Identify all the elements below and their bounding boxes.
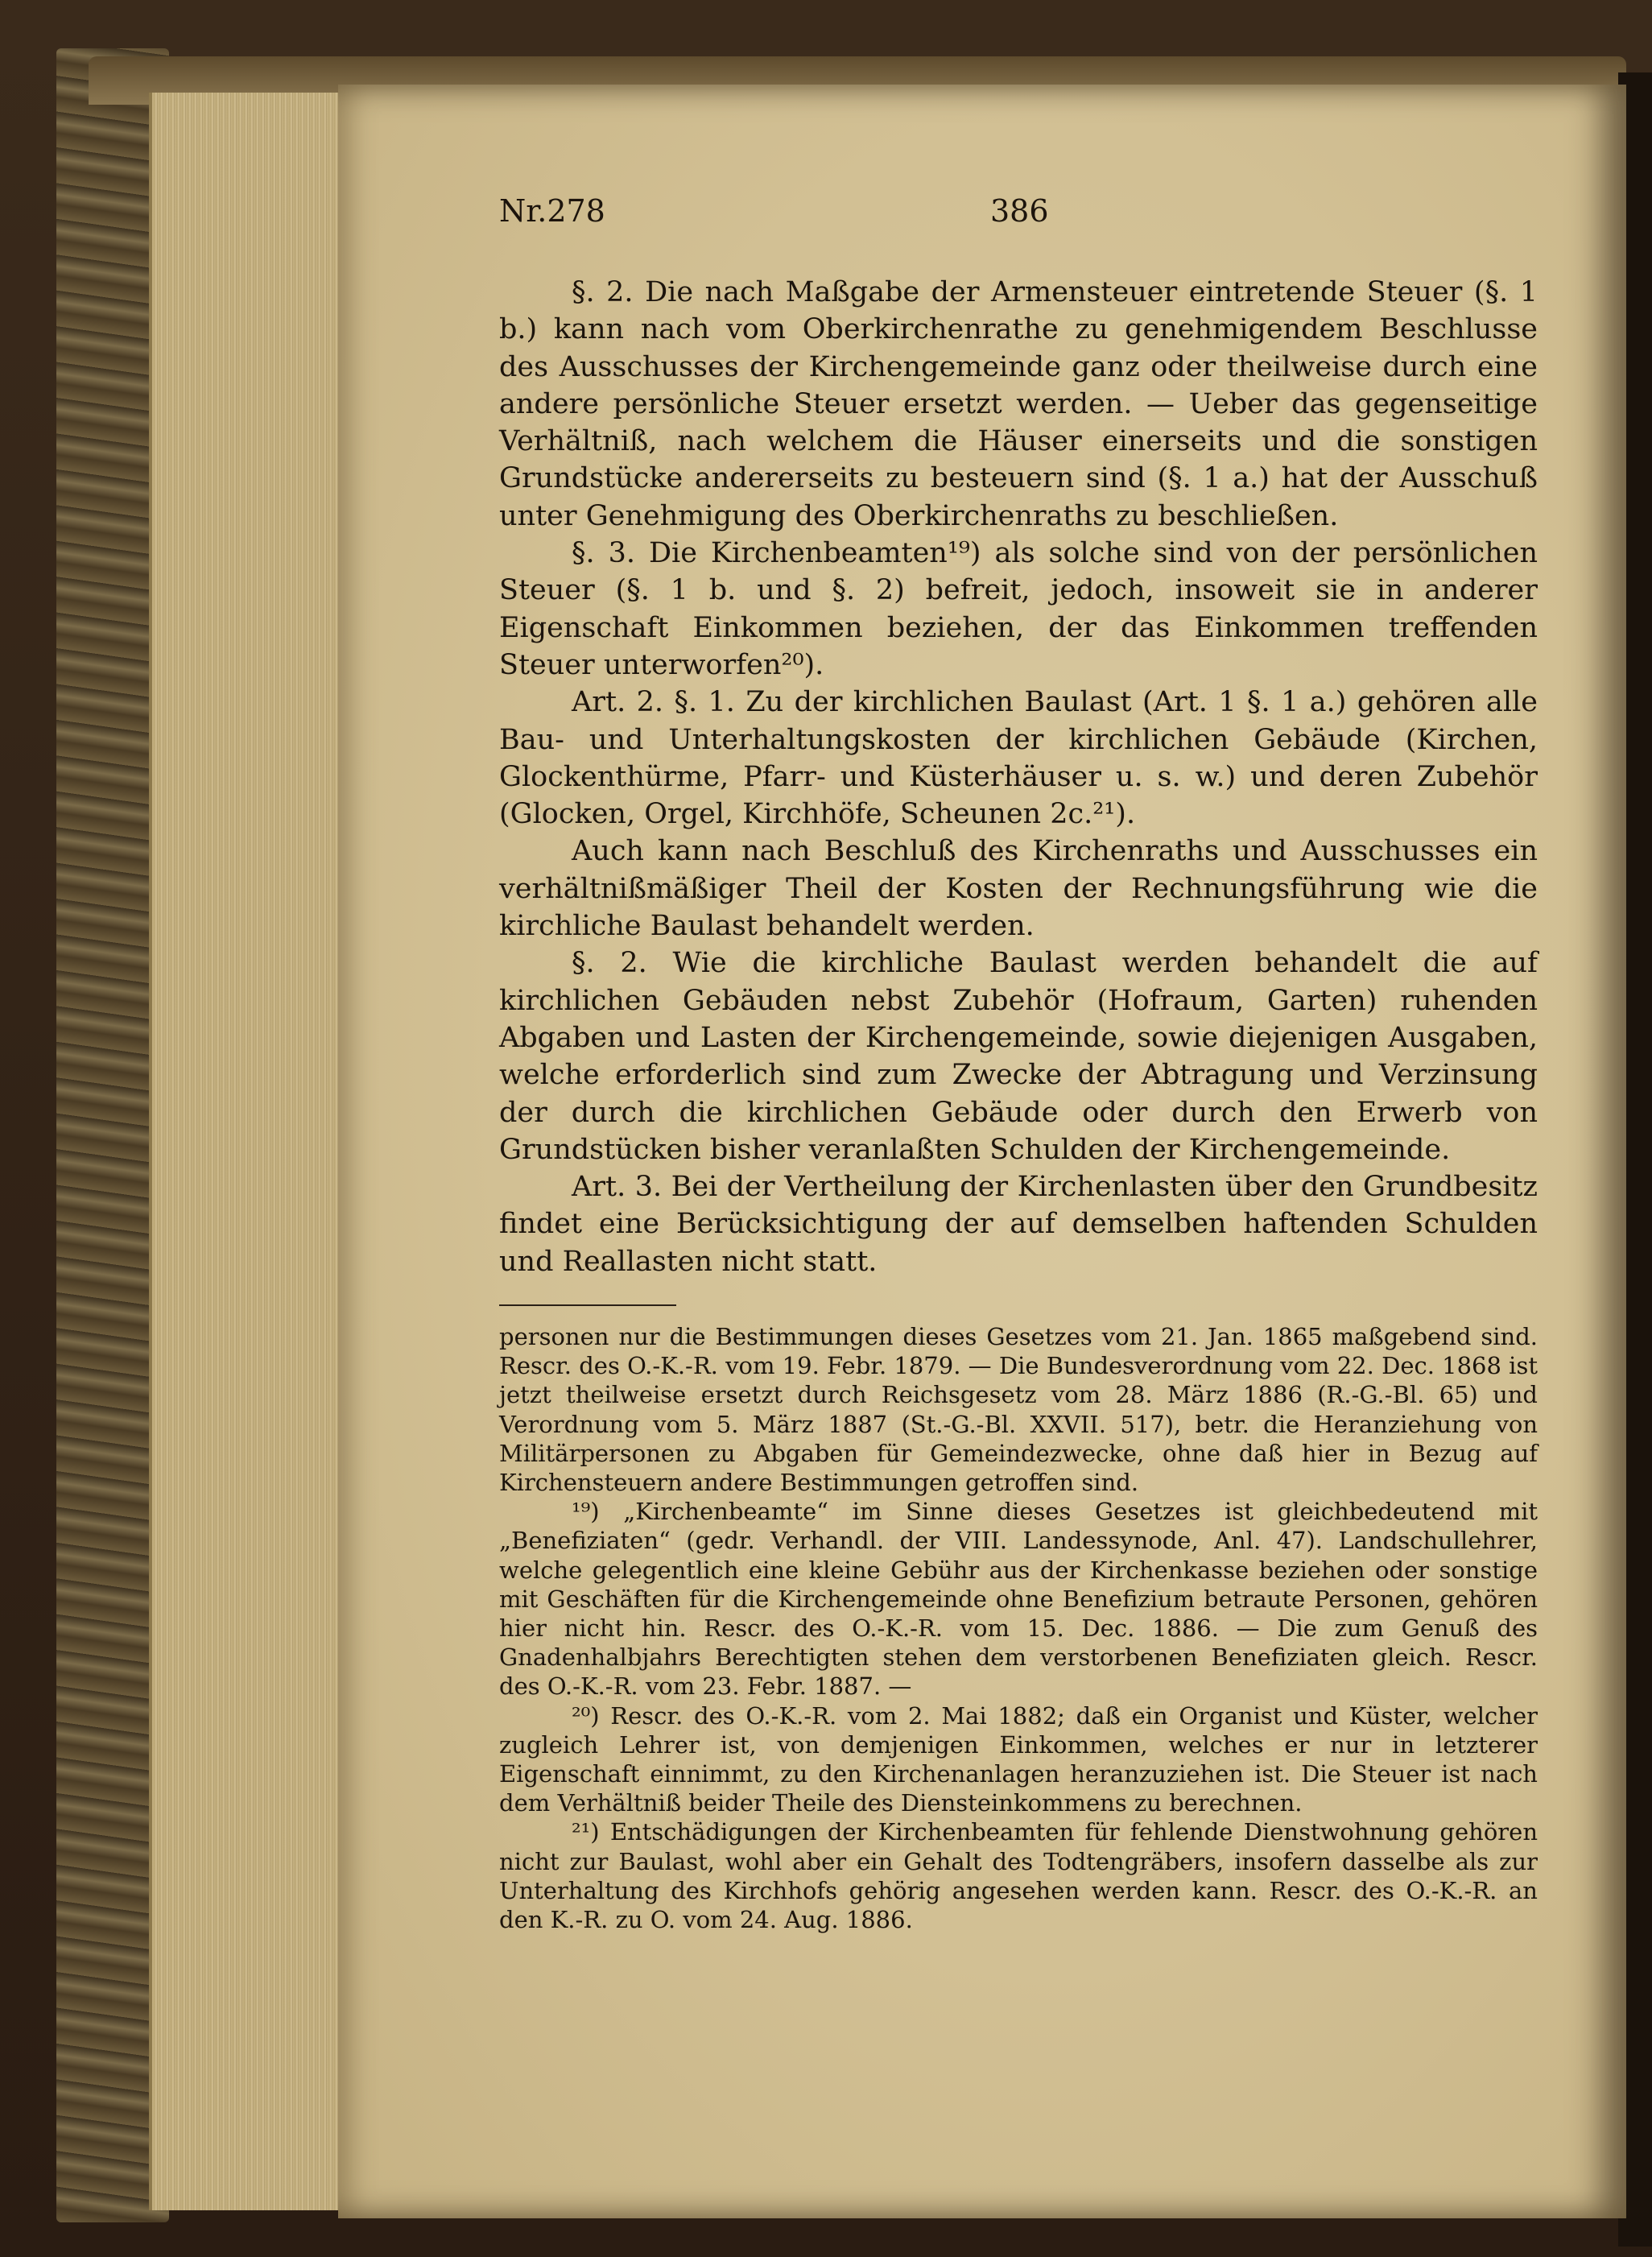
footnote-19: ¹⁹) „Kirchenbeamte“ im Sinne dieses Gesetzes ist gleichbedeutend mit „Benefiziaten“ (gedr. Verhandl. der VIII. Landessynode, Anl. 47). Landschullehrer, welche gelegentlich eine kleine Gebühr aus der Kirchenkasse beziehen oder sonstige mit Geschäften für die Kirchengemeinde ohne Benefizium betraute Personen, gehören hier nicht hin. Rescr. des O.-K.-R. vom 15. Dec. 1886. — Die zum Genuß des Gnadenhalbjahrs Berechtigten stehen dem verstorbenen Benefiziaten gleich. Rescr. des O.-K.-R. vom 23. Febr. 1887. — [499,1498,1538,1701]
paragraph: Art. 3. Bei der Vertheilung der Kirchenlasten über den Grundbesitz findet eine Berücksichtigung der auf demselben haftenden Schulden und Reallasten nicht statt. [499,1171,1538,1278]
page-number: 386 [990,193,1049,229]
footnote-divider [499,1304,676,1306]
footnote-21: ²¹) Entschädigungen der Kirchenbeamten für fehlende Dienstwohnung gehören nicht zur Baulast, wohl aber ein Gehalt des Todtengräbers, insofern dasselbe als zur Unterhaltung des Kirchhofs gehörig angesehen werden kann. Rescr. des O.-K.-R. an den K.-R. zu O. vom 24. Aug. 1886. [499,1818,1538,1934]
paragraph: Auch kann nach Beschluß des Kirchenraths und Ausschusses ein verhältnißmäßiger Theil der Kosten der Rechnungsführung wie die kirchliche Baulast behandelt werden. [499,835,1538,943]
entry-number: Nr.278 [499,193,605,229]
page-text-block [499,193,1538,1934]
paragraph: §. 2. Wie die kirchliche Baulast werden behandelt die auf kirchlichen Gebäuden nebst Zubehör (Hofraum, Garten) ruhenden Abgaben und Lasten der Kirchengemeinde, sowie diejenigen Ausgaben, welche erforderlich sind zum Zwecke der Abtragung und Verzinsung der durch die kirchlichen Gebäude oder durch den Erwerb von Grundstücken bisher veranlaßten Schulden der Kirchengemeinde. [499,947,1538,1166]
running-header [499,193,1538,242]
paragraph: §. 2. Die nach Maßgabe der Armensteuer eintretende Steuer (§. 1 b.) kann nach vom Oberkirchenrathe zu genehmigendem Beschlusse des Ausschusses der Kirchengemeinde ganz oder theilweise durch eine andere persönliche Steuer ersetzt werden. — Ueber das gegenseitige Verhältniß, nach welchem die Häuser einerseits und die sonstigen Grundstücke andererseits zu besteuern sind (§. 1 a.) hat der Ausschuß unter Genehmigung des Oberkirchenraths zu beschließen. [499,276,1538,532]
footnote-continuation: personen nur die Bestimmungen dieses Gesetzes vom 21. Jan. 1865 maßgebend sind. Rescr. des O.-K.-R. vom 19. Febr. 1879. — Die Bundesverordnung vom 22. Dec. 1868 ist jetzt theilweise ersetzt durch Reichsgesetz vom 28. März 1886 (R.-G.-Bl. 65) und Verordnung vom 5. März 1887 (St.-G.-Bl. XXVII. 517), betr. die Heranziehung von Militärpersonen zu Abgaben für Gemeindezwecke, ohne daß hier in Bezug auf Kirchensteuern andere Bestimmungen getroffen sind. [499,1323,1538,1497]
paragraph: §. 3. Die Kirchenbeamten¹⁹) als solche sind von der persönlichen Steuer (§. 1 b. und §. 2) befreit, jedoch, insoweit sie in anderer Eigenschaft Einkommen beziehen, der das Einkommen treffenden Steuer unterworfen²⁰). [499,537,1538,681]
paragraph: Art. 2. §. 1. Zu der kirchlichen Baulast (Art. 1 §. 1 a.) gehören alle Bau- und Unterhaltungskosten der kirchlichen Gebäude (Kirchen, Glockenthürme, Pfarr- und Küsterhäuser u. s. w.) und deren Zubehör (Glocken, Orgel, Kirchhöfe, Scheunen 2c.²¹). [499,686,1538,831]
page-stack-edges [149,93,345,2210]
footnote-20: ²⁰) Rescr. des O.-K.-R. vom 2. Mai 1882; daß ein Organist und Küster, welcher zugleich Lehrer ist, von demjenigen Einkommen, welches er nur in letzterer Eigenschaft einnimmt, zu den Kirchenanlagen heranzuziehen ist. Die Steuer ist nach dem Verhältniß beider Theile des Diensteinkommens zu berechnen. [499,1701,1538,1817]
